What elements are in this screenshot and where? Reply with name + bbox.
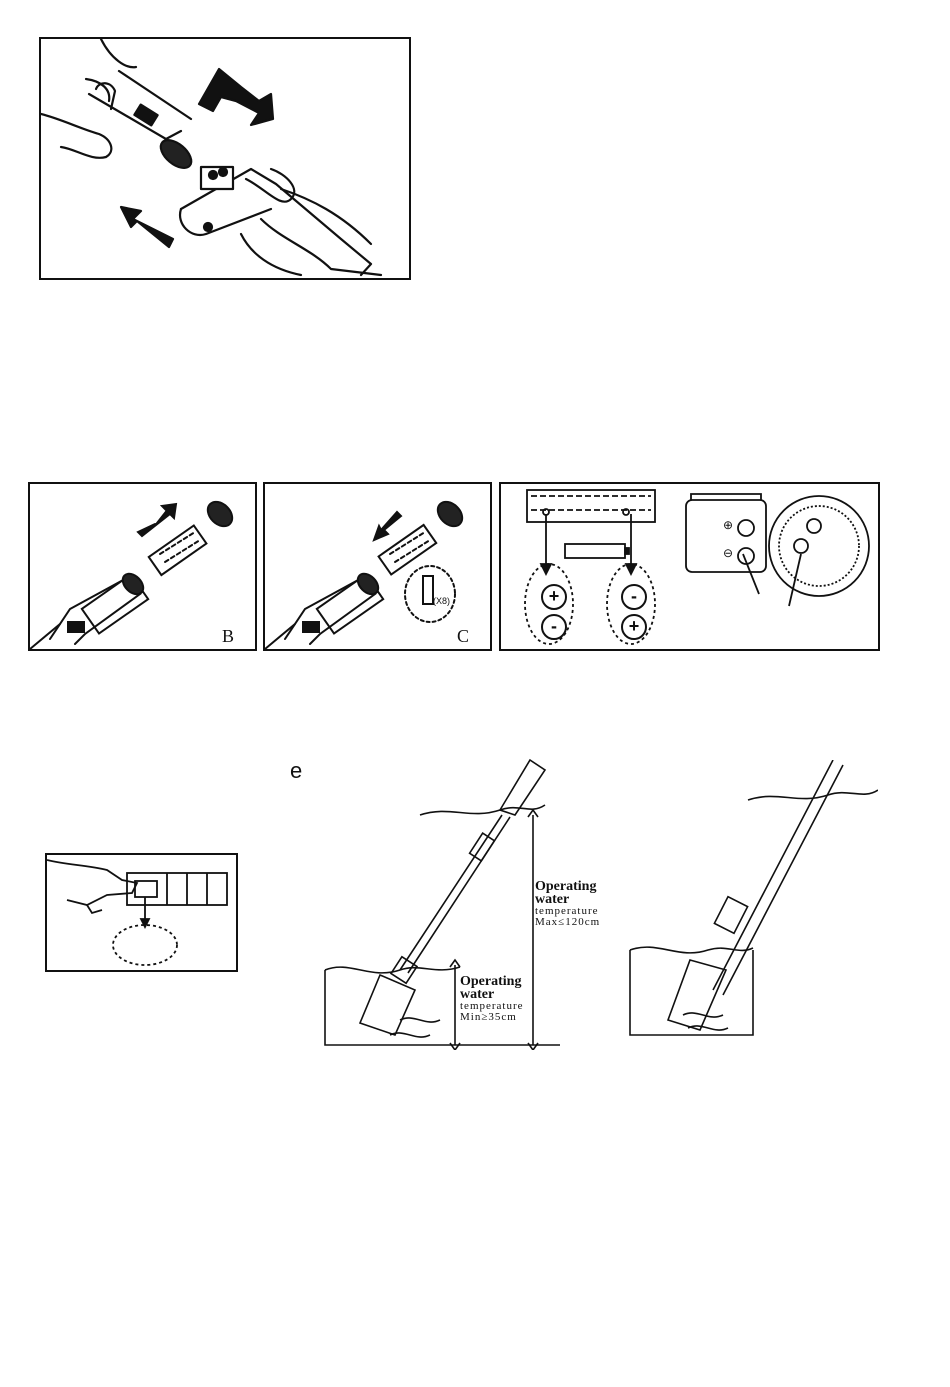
max-caption-line3: temperature — [535, 905, 599, 917]
figure-submerged-use — [628, 760, 878, 1040]
module-minus-mark: ⊖ — [723, 546, 734, 560]
min-caption-line4: Min≥35cm — [460, 1011, 517, 1023]
max-depth-caption — [535, 880, 600, 928]
module-plus-mark: ⊕ — [723, 518, 734, 532]
switch-illustration — [47, 855, 236, 970]
figure-switch-on — [45, 853, 238, 972]
submerged-illustration — [628, 760, 878, 1040]
min-caption-line3: temperature — [460, 1000, 524, 1012]
switch-inset-oval — [113, 925, 177, 965]
figure-c-label: C — [457, 626, 470, 646]
figure-b-label: B — [222, 626, 235, 646]
polarity-left-top: + — [541, 584, 567, 610]
figure-depth-limits — [320, 755, 601, 1050]
polarity-left-bottom: - — [541, 614, 567, 640]
arrow-up-right-icon — [138, 504, 176, 536]
figure-b-remove-battery — [28, 482, 257, 651]
figure-b-illustration — [30, 484, 255, 649]
battery-inset-circle — [405, 566, 455, 622]
min-depth-caption — [460, 975, 524, 1023]
arrow-left-icon — [121, 207, 173, 247]
polarity-right-bottom: + — [621, 614, 647, 640]
left-hand — [41, 114, 111, 158]
max-caption-line1: Operating — [535, 879, 597, 894]
max-caption-line4: Max≤120cm — [535, 916, 601, 928]
figure-c-illustration — [265, 484, 490, 649]
figure-battery-polarity — [499, 482, 880, 651]
min-caption-line2: water — [460, 987, 495, 1002]
header-fragment: e — [290, 758, 303, 783]
arrow-down-left-icon — [374, 512, 401, 540]
min-caption-line1: Operating — [460, 974, 522, 989]
figure-unscrew-cap — [39, 37, 411, 280]
polarity-right-top: - — [621, 584, 647, 610]
max-caption-line2: water — [535, 892, 570, 907]
figure-c-insert-battery — [263, 482, 492, 651]
unscrew-illustration — [41, 39, 409, 278]
battery-quantity-label: (X8) — [433, 596, 451, 606]
rotate-arrow-icon — [199, 69, 273, 125]
